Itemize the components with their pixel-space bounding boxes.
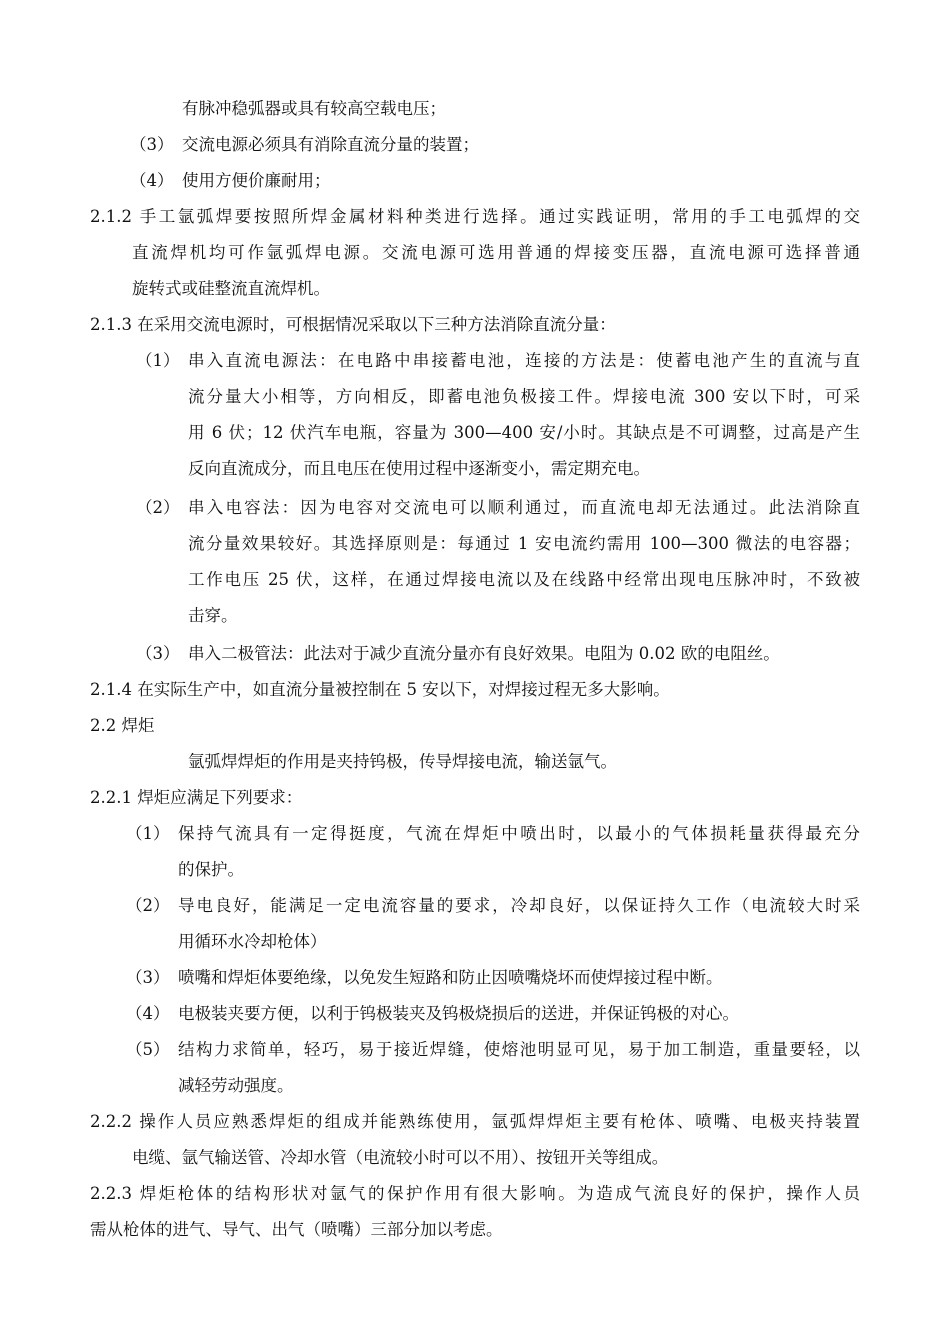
list-number: （4）	[126, 1004, 170, 1023]
paragraph-2-1-2-line: 2.1.2 手工氩弧焊要按照所焊金属材料种类进行选择。通过实践证明，常用的手工电弧焊的交	[90, 207, 860, 226]
list-item-text: 反向直流成分，而且电压在使用过程中逐渐变小，需定期充电。	[188, 459, 650, 478]
list-item-text: 串入直流电源法：在电路中串接蓄电池，连接的方法是：使蓄电池产生的直流与直	[188, 351, 860, 370]
list-item-text: 减轻劳动强度。	[178, 1076, 294, 1095]
paragraph-2-1-2-line: 旋转式或硅整流直流焊机。	[132, 279, 330, 298]
list-number: （5）	[126, 1040, 170, 1059]
list-item-text: 串入二极管法：此法对于减少直流分量亦有良好效果。电阻为 0.02 欧的电阻丝。	[188, 644, 780, 663]
text-line: 交流电源必须具有消除直流分量的装置；	[182, 135, 479, 154]
list-number: （1）	[126, 824, 170, 843]
list-item-text: 电极装夹要方便，以利于钨极装夹及钨极烧损后的送进，并保证钨极的对心。	[178, 1004, 739, 1023]
paragraph-2-2-2-line: 2.2.2 操作人员应熟悉焊炬的组成并能熟练使用，氩弧焊焊炬主要有枪体、喷嘴、电极夹持装置	[90, 1112, 860, 1131]
list-number: （2）	[136, 498, 180, 517]
list-item-text: 串入电容法：因为电容对交流电可以顺利通过，而直流电却无法通过。此法消除直	[188, 498, 860, 517]
text-line: 有脉冲稳弧器或具有较高空载电压；	[182, 99, 446, 118]
paragraph-2-2-3-line: 需从枪体的进气、导气、出气（喷嘴）三部分加以考虑。	[90, 1220, 503, 1239]
list-number: （3）	[126, 968, 170, 987]
text-line: 氩弧焊焊炬的作用是夹持钨极，传导焊接电流，输送氩气。	[188, 752, 617, 771]
list-item-text: 导电良好，能满足一定电流容量的要求，冷却良好，以保证持久工作（电流较大时采	[178, 896, 860, 915]
list-item-text: 击穿。	[188, 606, 238, 625]
paragraph-2-2-2-line: 电缆、氩气输送管、冷却水管（电流较小时可以不用）、按钮开关等组成。	[132, 1148, 669, 1167]
list-item-text: 用循环水冷却枪体）	[178, 932, 327, 951]
section-heading: 2.2 焊炬	[90, 716, 155, 735]
paragraph-2-1-4-line: 2.1.4 在实际生产中，如直流分量被控制在 5 安以下，对焊接过程无多大影响。	[90, 680, 670, 699]
list-item-text: 的保护。	[178, 860, 244, 879]
list-item-text: 流分量大小相等，方向相反，即蓄电池负极接工件。焊接电流 300 安以下时，可采	[188, 387, 860, 406]
list-number: （2）	[126, 896, 170, 915]
list-number: （3）	[130, 135, 174, 154]
list-number: （4）	[130, 171, 174, 190]
list-item-text: 结构力求简单，轻巧，易于接近焊缝，使熔池明显可见，易于加工制造，重量要轻，以	[178, 1040, 860, 1059]
list-number: （1）	[136, 351, 180, 370]
list-item-text: 流分量效果较好。其选择原则是：每通过 1 安电流约需用 100—300 微法的电容器；	[188, 534, 860, 553]
text-line: 使用方便价廉耐用；	[182, 171, 331, 190]
paragraph-2-1-2-line: 直流焊机均可作氩弧焊电源。交流电源可选用普通的焊接变压器，直流电源可选择普通	[132, 243, 860, 262]
list-item-text: 用 6 伏；12 伏汽车电瓶，容量为 300—400 安/小时。其缺点是不可调整，过高是产生	[188, 423, 860, 442]
list-item-text: 保持气流具有一定得挺度，气流在焊炬中喷出时，以最小的气体损耗量获得最充分	[178, 824, 860, 843]
list-number: （3）	[136, 644, 180, 663]
list-item-text: 工作电压 25 伏，这样，在通过焊接电流以及在线路中经常出现电压脉冲时，不致被	[188, 570, 860, 589]
list-item-text: 喷嘴和焊炬体要绝缘，以免发生短路和防止因喷嘴烧坏而使焊接过程中断。	[178, 968, 723, 987]
paragraph-2-1-3-line: 2.1.3 在采用交流电源时，可根据情况采取以下三种方法消除直流分量：	[90, 315, 616, 334]
paragraph-2-2-1-line: 2.2.1 焊炬应满足下列要求：	[90, 788, 303, 807]
paragraph-2-2-3-line: 2.2.3 焊炬枪体的结构形状对氩气的保护作用有很大影响。为造成气流良好的保护，操作人员	[90, 1184, 860, 1203]
